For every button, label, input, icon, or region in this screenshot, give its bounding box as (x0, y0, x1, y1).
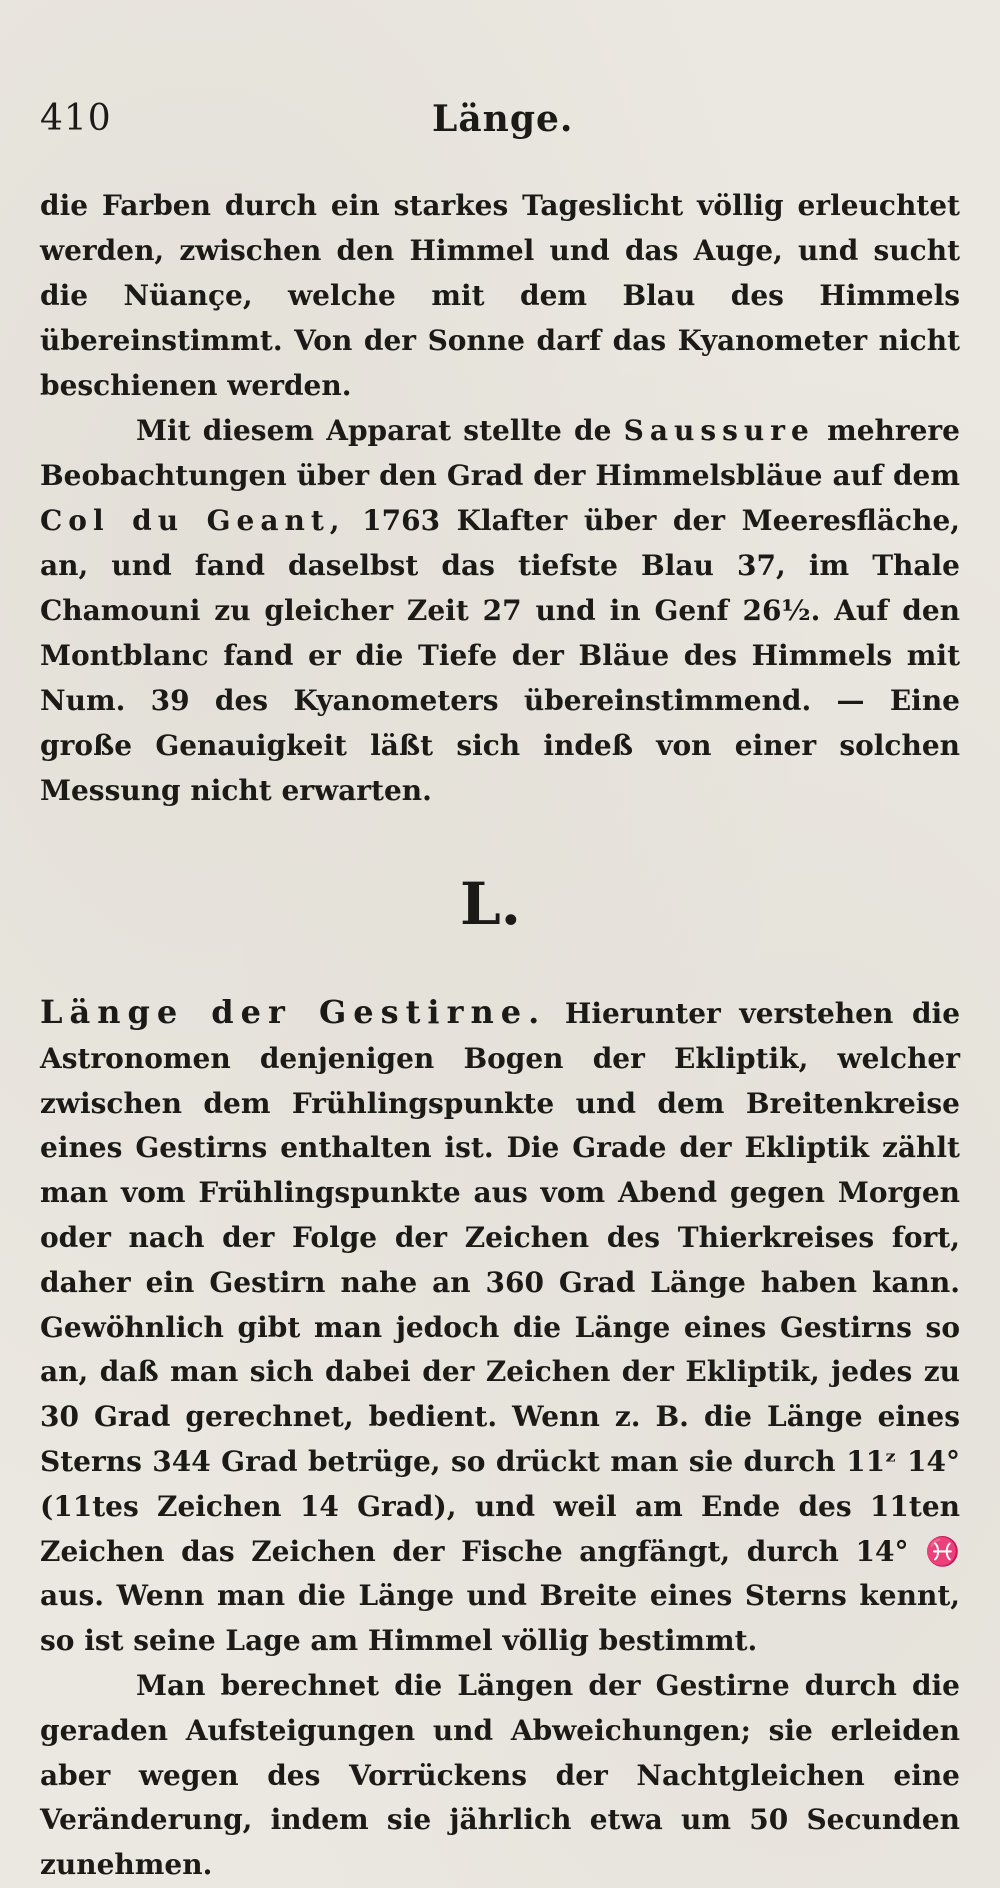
paragraph-saussure (40, 408, 960, 813)
entry-text-1: Hierunter verstehen die Astronomen denjenigen Bogen der Ekliptik, welcher zwischen dem Frühlingspunkte und dem Breitenkreise eines Gestirns enthalten ist. Die Grade der Ekliptik zählt man vom Frühlingspunkte aus vom Abend gegen Morgen oder nach der Folge der Zeichen des Thierkreises fort, daher ein Gestirn nahe an 360 Grad Länge haben kann. Gewöhnlich gibt man jedoch die Länge eines Gestirns so an, daß man sich dabei der Zeichen der Ekliptik, jedes zu 30 Grad gerechnet, bedient. Wenn z. B. die Länge eines Sterns 344 Grad betrüge, so drückt man sie durch 11ᶻ 14° (11tes Zeichen 14 Grad), und weil am Ende des 11ten Zeichen das Zeichen der Fische angfängt, durch 14° ♓ aus. Wenn man die Länge und Breite eines Sterns kennt, so ist seine Lage am Himmel völlig bestimmt. (40, 997, 961, 1658)
entry-headword: Länge der Gestirne. (40, 993, 547, 1031)
entry-paragraph-1 (40, 990, 960, 1664)
page-header (40, 98, 960, 148)
text-block-top (40, 183, 960, 813)
paragraph-rest: 1763 Klafter über der Meeresfläche, an, und fand daselbst das tiefste Blau 37, im Thale Chamouni zu gleicher Zeit 27 und in Genf 26½. Auf den Montblanc fand er die Tiefe der Bläue des Himmels mit Num. 39 des Kyanometers übereinstimmend. — Eine große Genauigkeit läßt sich indeß von einer solchen Messung nicht erwarten. (40, 504, 961, 807)
place-name: Col du Geant, (40, 504, 346, 537)
person-name: Saussure (623, 414, 815, 447)
paragraph-intro: Mit diesem Apparat stellte de (136, 414, 612, 447)
section-letter: L. (460, 870, 521, 938)
paragraph-mid: mehrere Beobachtungen über den Grad der Himmelsbläue auf dem (40, 414, 960, 492)
entry-lange-der-gestirne (40, 990, 960, 1888)
running-title: Länge. (432, 98, 574, 140)
page-number: 410 (40, 98, 112, 139)
entry-paragraph-2: Man berechnet die Längen der Gestirne durch die geraden Aufsteigungen und Abweichungen; sie erleiden aber wegen des Vorrückens der Nachtgleichen eine Veränderung, indem sie jährlich etwa um 50 Secunden zunehmen. (40, 1668, 960, 1882)
paragraph-continued: die Farben durch ein starkes Tageslicht völlig erleuchtet werden, zwischen den Himmel und das Auge, und sucht die Nüançe, welche mit dem Blau des Himmels übereinstimmt. Von der Sonne darf das Kyanometer nicht beschienen werden. (40, 189, 960, 402)
